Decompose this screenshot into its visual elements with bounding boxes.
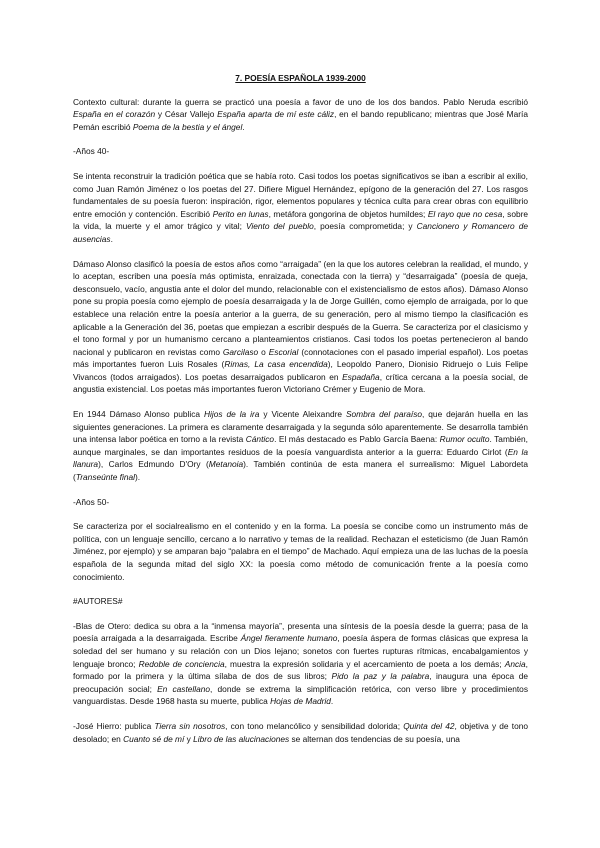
italic-title-run: Libro de las alucinaciones — [193, 733, 290, 744]
text-run: ). También continúa de esta manera el surrealismo: Miguel Labordeta ( — [73, 459, 528, 483]
italic-title-run: Hijos de la ira — [204, 409, 260, 420]
text-run: , que dejarán huella en las siguientes generaciones. La primera es claramente desarraigada y la segunda sólo aparentemente. Se desarrolla también una intensa labor poética en torno a la revista — [73, 409, 528, 445]
italic-title-run: Viento del pueblo — [245, 221, 314, 232]
document-title: 7. POESÍA ESPAÑOLA 1939-2000 — [235, 73, 366, 83]
italic-title-run: Garcilaso — [222, 346, 259, 357]
text-run: , poesía comprometida; y — [313, 221, 417, 232]
italic-title-run: Tierra sin nosotros — [154, 720, 226, 731]
text-run: . — [110, 233, 113, 244]
heading-autores: #AUTORES# — [73, 596, 123, 607]
text-run: y César Vallejo — [155, 109, 218, 120]
italic-title-run: Cuanto sé de mí — [123, 733, 185, 744]
italic-title-run: España en el corazón — [73, 109, 156, 120]
paragraph-context — [73, 96, 528, 134]
italic-title-run: En la llanura — [73, 446, 528, 470]
text-run: se alternan dos tendencias de su poesía, una — [289, 733, 460, 744]
text-run: , poesía áspera de formas clásicas que expresa la soledad del ser humano y su relación con un Dios lejano; sonetos con fuertes rupturas rítmicas, encabalgamientos y lenguaje bronco; — [73, 633, 528, 669]
italic-title-run: Espadaña — [342, 371, 380, 382]
text-run: Se intenta reconstruir la tradición poética que se había roto. Casi todos los poetas significativos se iban a escribir al exilio, como Juan Ramón Jiménez o los poetas del 27. Difiere Miguel Hernández, epígono de la generación del 27. Los rasgos fundamentales de su poesía fueron: inspiración, rigor, elementos populares y técnica culta para crear obras con equilibrio entre emoción y contención. Escribió — [73, 170, 528, 219]
italic-title-run: Sombra del paraíso — [345, 409, 423, 420]
text-run: , muestra la expresión solidaria y el acercamiento de poeta a los demás; — [224, 658, 505, 669]
text-run: Se caracteriza por el socialrealismo en el contenido y en la forma. La poesía se concibe como un instrumento más de política, con un lenguaje sencillo, cercano a lo narrativo y temas de la realidad. Rechazan el esteticismo (de Juan Ramón Jiménez, por ejemplo) y se amparan bajo “palabra en el tiempo” de Machado. Aquí empieza una de las luchas de la poesía española de la segunda mitad del siglo XX: la poesía como método de comunicación frente a la poesía como conocimiento. — [73, 521, 529, 582]
heading-anos-50: -Años 50- — [73, 496, 110, 507]
italic-title-run: Metanoia — [208, 459, 244, 470]
italic-title-run: Redoble de conciencia — [138, 658, 225, 669]
paragraph-jose-hierro — [73, 720, 528, 745]
italic-title-run: Escorial — [268, 346, 299, 357]
italic-title-run: Poema de la bestia y el ángel — [132, 121, 243, 132]
text-run: ), Leopoldo Panero, Dionisio Ridruejo o Luis Felipe Vivancos (todos arraigados). Los poetas desarraigados publicaron en — [73, 359, 528, 382]
text-run: , formado por la primera y la última sílaba de dos de sus libros; — [73, 658, 528, 682]
paragraph-damaso-classification — [73, 258, 528, 397]
text-run: . — [330, 696, 334, 707]
italic-title-run: Cántico — [245, 434, 275, 445]
text-run: y Vicente Aleixandre — [259, 409, 346, 420]
text-run: ). — [135, 472, 141, 483]
paragraph-1944 — [73, 408, 528, 484]
italic-title-run: Hojas de Madrid — [270, 696, 331, 707]
italic-title-run: España aparta de mí este cáliz — [217, 109, 335, 120]
paragraph-anos-40-intro — [73, 170, 528, 246]
text-run: , metáfora gongorina de objetos humildes; — [268, 208, 428, 219]
text-run: Contexto cultural: durante la guerra se practicó una poesía a favor de uno de los dos bandos. Pablo Neruda escribió — [73, 96, 528, 107]
italic-title-run: Perito en lunas — [212, 208, 269, 219]
italic-title-run: Ancia — [504, 658, 526, 669]
text-run: -José Hierro: publica — [73, 720, 155, 731]
italic-title-run: Transeúnte final — [75, 472, 135, 483]
text-run: -Blas de Otero: dedica su obra a la “inmensa mayoría”, presenta una síntesis de la poesía desde la guerra; pasa de la poesía arraigada a la desarraigada. Escribe — [73, 620, 528, 644]
italic-title-run: Pido la paz y la palabra — [331, 671, 430, 682]
italic-title-run: Ángel fieramente humano — [240, 633, 338, 644]
italic-title-run: El rayo que no cesa — [427, 208, 503, 219]
paragraph-blas-de-otero — [73, 620, 528, 708]
text-run: Dámaso Alonso clasificó la poesía de estos años como “arraigada” (en la que los autores celebran la realidad, el mundo, y lo aceptan, escriben una poesía más optimista, enraizada, conectada con la tierra) y “desarraigada” (poesía de queja, desconsuelo, vacío, angustia ante el dolor del mundo, relacionable con el existencialismo de estos años). Dámaso Alonso pone su propia poesía como ejemplo de poesía desarraigada y la de Jorge Guillén, como ejemplo de arraigada, por lo que establece una relación entre la poesía anterior a la guerra, de su generación, pero al mismo tiempo la clasificación es aplicable a la Generación del 36, poetas que empiezan a escribir después de la Guerra. Se caracteriza por el clasicismo y el tono formal y por un humanismo cercano a planteamientos cristianos. Casi todos los poetas pertenecieron al bando nacional y publicaron en revistas como — [73, 258, 528, 357]
italic-title-run: Rumor oculto — [439, 434, 490, 445]
italic-title-run: En castellano — [157, 683, 211, 694]
text-run: o — [258, 346, 269, 357]
paragraph-anos-50 — [73, 520, 528, 583]
text-run: En 1944 Dámaso Alonso publica — [73, 409, 204, 420]
text-run: y — [184, 733, 194, 744]
text-run: . También, aunque marginales, se dan importantes residuos de la poesía vanguardista anterior a la guerra: Eduardo Cirlot ( — [73, 434, 528, 457]
text-run: (connotaciones con el pasado imperial español). Los poetas más importantes fueron Luis Rosales ( — [73, 346, 529, 370]
text-run: , crítica cercana a la poesía social, de angustia existencial. Los poetas más importantes fueron Victoriano Crémer y Eugenio de Mora. — [73, 371, 529, 395]
text-run: , sobre la vida, la muerte y el amor trágico y vital; — [73, 208, 529, 232]
text-run: , donde se extrema la simplificación retórica, con verso libre y procedimientos vanguardistas. Desde 1968 hasta su muerte, publica — [73, 683, 528, 707]
text-run: , inaugura una época de preocupación social; — [73, 671, 528, 694]
text-run: , en el bando republicano; mientras que José María Pemán escribió — [73, 109, 528, 132]
text-run: , con tono melancólico y sensibilidad dolorida; — [225, 720, 404, 731]
text-run: . El más destacado es Pablo García Baena: — [274, 434, 440, 445]
italic-title-run: Cancionero y Romancero de ausencias — [73, 221, 528, 244]
document-page — [73, 72, 528, 757]
text-run: , objetiva y de tono desolado; en — [73, 720, 528, 744]
italic-title-run: Rimas, La casa encendida — [224, 359, 328, 370]
italic-title-run: Quinta del 42 — [403, 720, 455, 731]
heading-anos-40: -Años 40- — [73, 146, 110, 157]
text-run: . — [242, 121, 245, 132]
text-run: ), Carlos Edmundo D'Ory ( — [98, 459, 209, 470]
